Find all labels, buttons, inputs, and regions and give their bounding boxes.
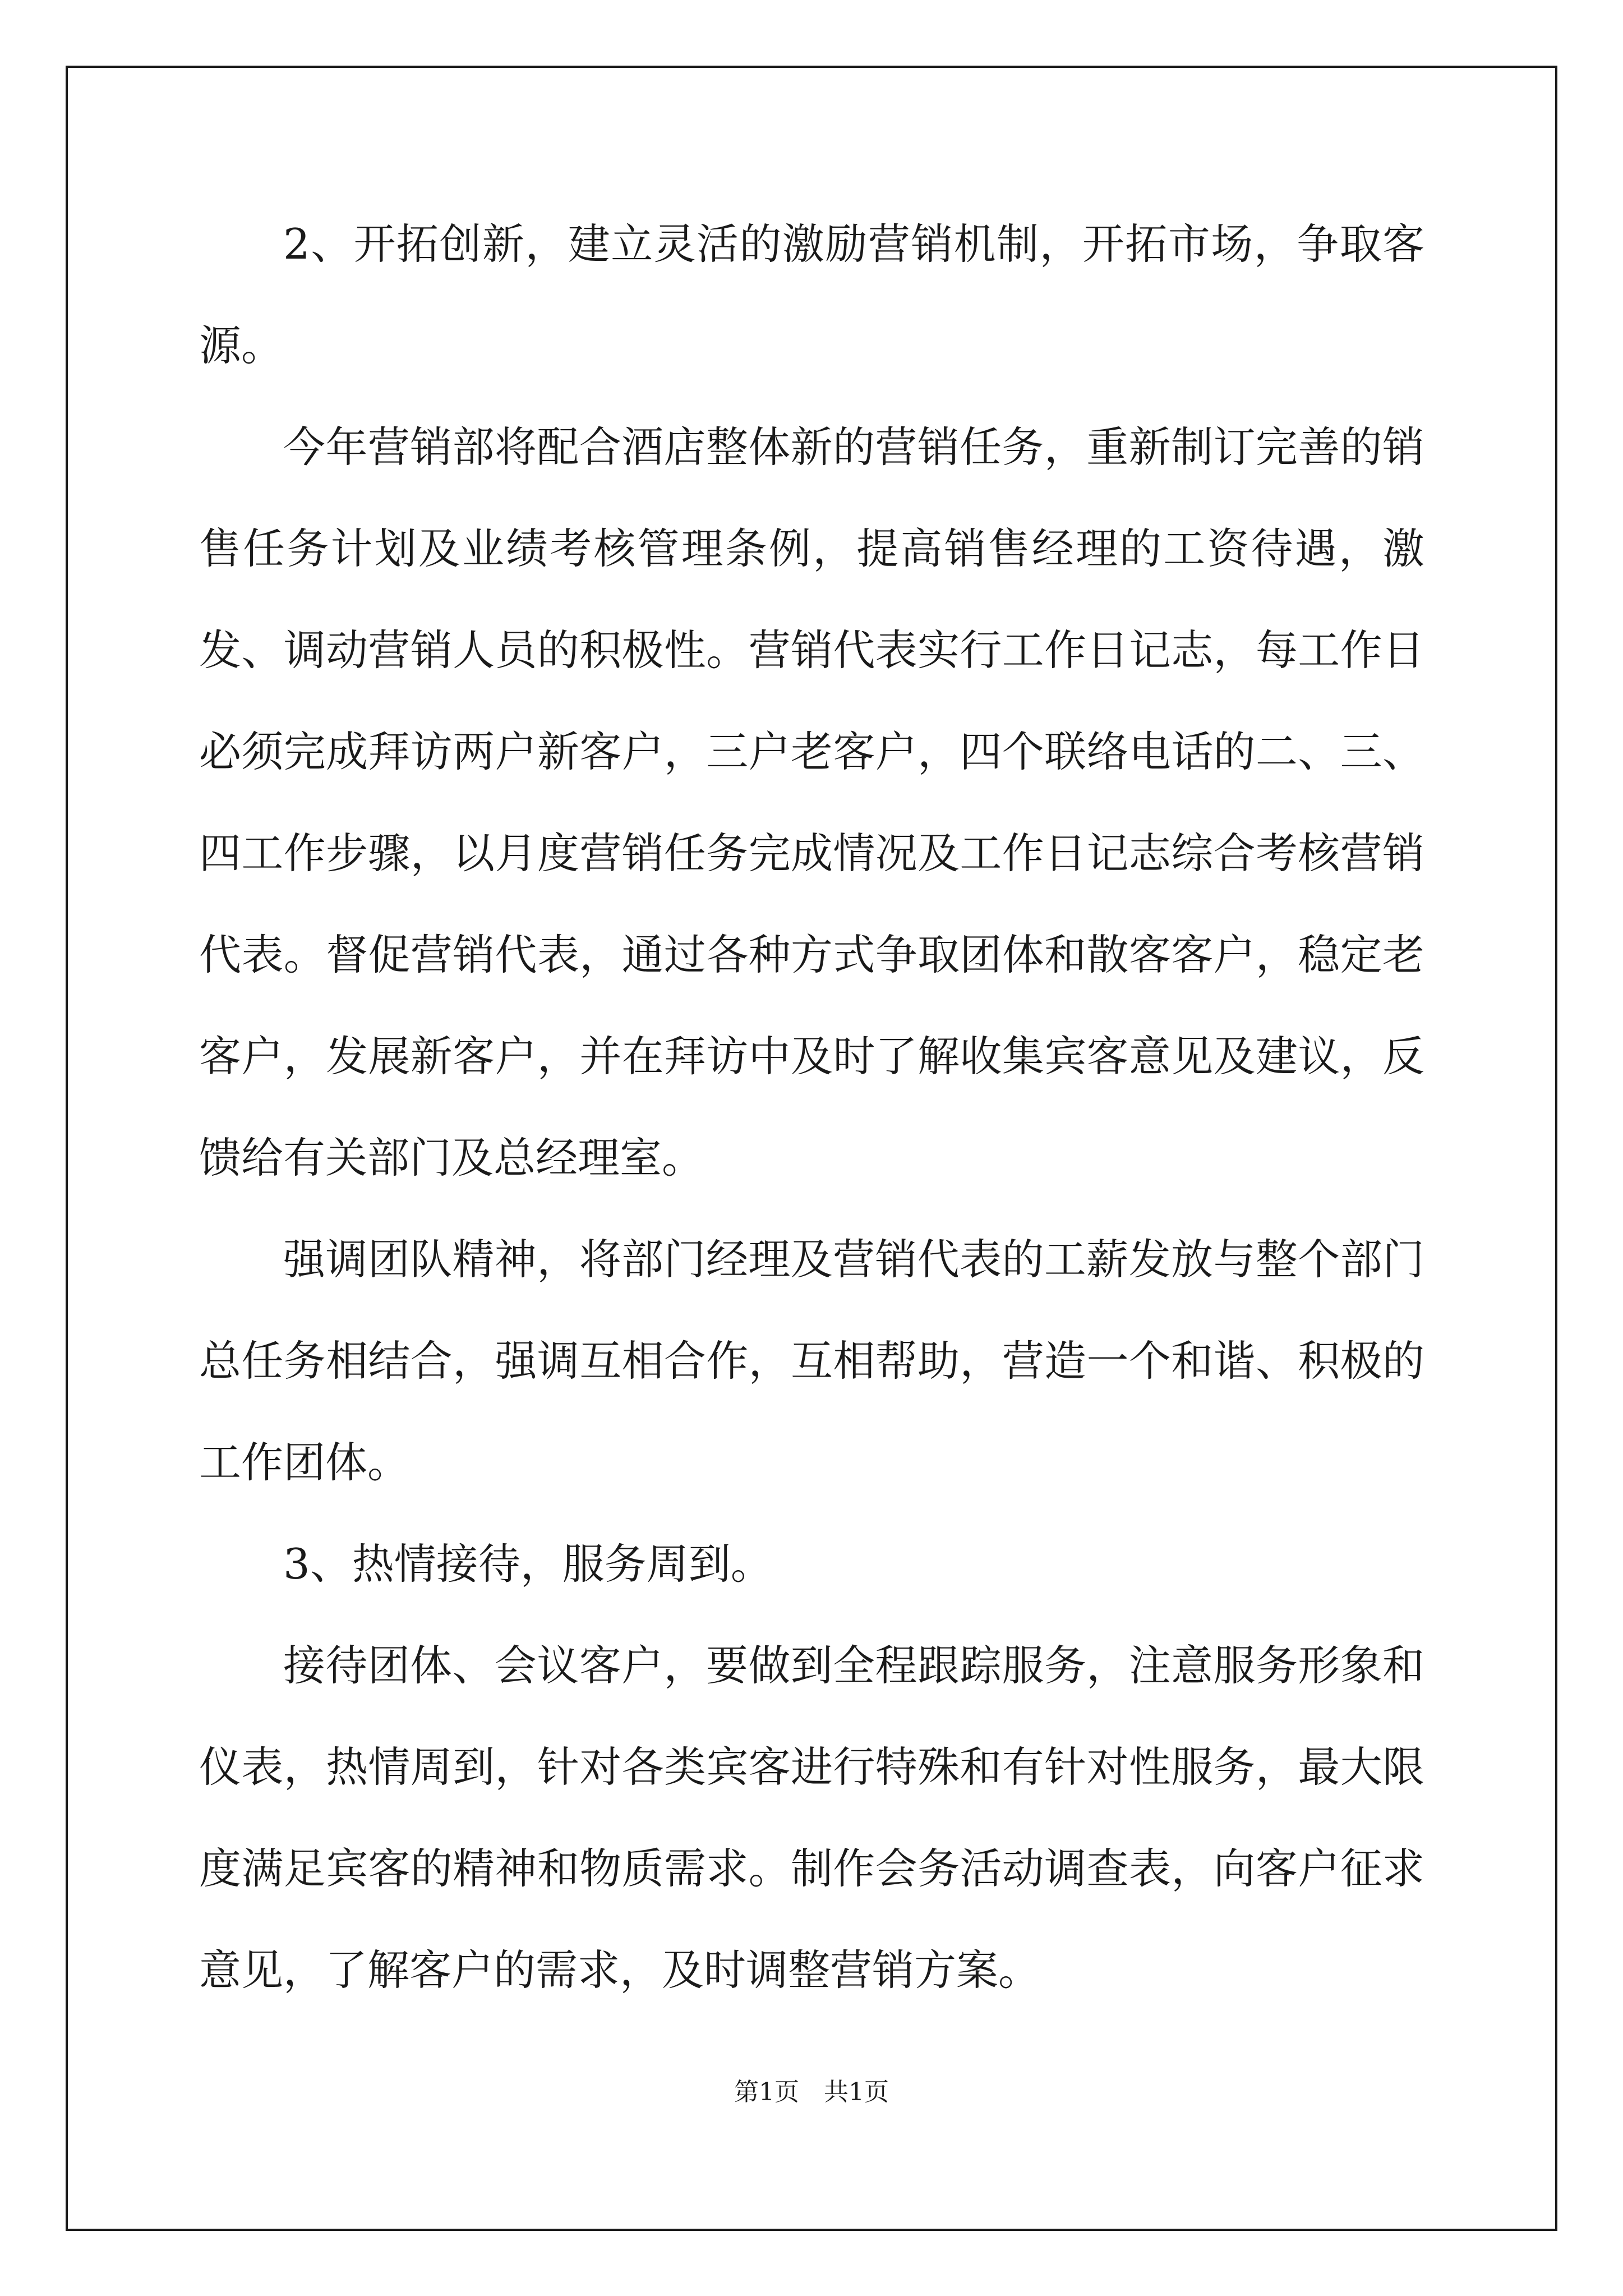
paragraph-sales-plan: 今年营销部将配合酒店整体新的营销任务，重新制订完善的销售任务计划及业绩考核管理条例，提高销售经理的工资待遇，激发、调动营销人员的积极性。营销代表实行工作日记志，每工作日必须完成拜访两户新客户，三户老客户，四个联络电话的二、三、四工作步骤，以月度营销任务完成情况及工作日记志综合考核营销代表。督促营销代表，通过各种方式争取团体和散客客户，稳定老客户，发展新客户，并在拜访中及时了解收集宾客意见及建议，反馈给有关部门及总经理室。 [199,422,1424,1182]
paragraph-strategy-2-heading: 2、开拓创新，建立灵活的激励营销机制，开拓市场，争取客源。 [199,219,1424,370]
paragraph-strategy-3-heading: 3、热情接待，服务周到。 [283,1539,773,1589]
paragraph-team-spirit: 强调团队精神，将部门经理及营销代表的工薪发放与整个部门总任务相结合，强调互相合作，互相帮助，营造一个和谐、积极的工作团体。 [199,1235,1424,1487]
document-body [199,194,1424,2021]
paragraph-reception-service: 接待团体、会议客户，要做到全程跟踪服务，注意服务形象和仪表，热情周到，针对各类宾客进行特殊和有针对性服务，最大限度满足宾客的精神和物质需求。制作会务活动调查表，向客户征求意见，了解客户的需求，及时调整营销方案。 [199,1641,1424,1995]
page-footer: 第1页 共1页 [734,2078,889,2106]
